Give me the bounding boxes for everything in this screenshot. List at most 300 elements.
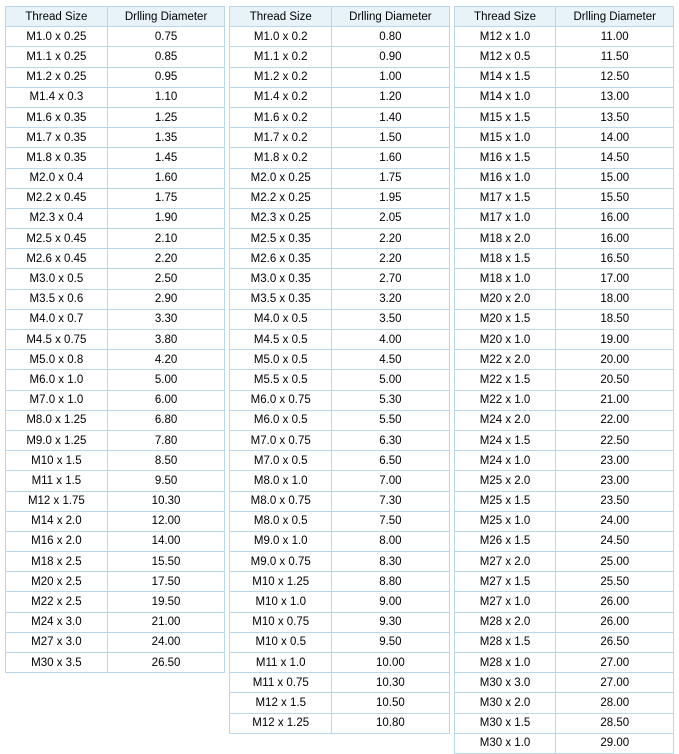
cell-thread-size: M18 x 1.5 <box>454 249 556 269</box>
cell-thread-size: M12 x 1.0 <box>454 27 556 47</box>
table-row <box>230 673 449 693</box>
cell-drilling-diameter: 28.50 <box>556 713 674 733</box>
cell-thread-size: M10 x 0.75 <box>230 612 332 632</box>
table-row <box>454 471 673 491</box>
cell-thread-size: M3.5 x 0.6 <box>6 289 108 309</box>
cell-drilling-diameter: 24.00 <box>556 511 674 531</box>
table-row <box>454 733 673 753</box>
cell-thread-size: M10 x 1.25 <box>230 572 332 592</box>
table-row <box>6 330 225 350</box>
cell-drilling-diameter: 10.00 <box>332 653 450 673</box>
cell-drilling-diameter: 15.50 <box>556 188 674 208</box>
table-row <box>6 128 225 148</box>
cell-drilling-diameter: 1.75 <box>332 168 450 188</box>
table-row <box>454 653 673 673</box>
cell-drilling-diameter: 0.80 <box>332 27 450 47</box>
cell-thread-size: M8.0 x 1.25 <box>6 410 108 430</box>
cell-drilling-diameter: 7.00 <box>332 471 450 491</box>
cell-drilling-diameter: 14.00 <box>556 128 674 148</box>
cell-thread-size: M8.0 x 0.75 <box>230 491 332 511</box>
cell-thread-size: M5.5 x 0.5 <box>230 370 332 390</box>
cell-drilling-diameter: 1.45 <box>107 148 225 168</box>
table-row <box>454 370 673 390</box>
cell-drilling-diameter: 23.00 <box>556 471 674 491</box>
table-row <box>6 653 225 673</box>
header-thread-size-1: Thread Size <box>6 7 108 27</box>
cell-thread-size: M2.6 x 0.45 <box>6 249 108 269</box>
cell-thread-size: M22 x 1.5 <box>454 370 556 390</box>
table-row <box>6 47 225 67</box>
cell-thread-size: M22 x 2.5 <box>6 592 108 612</box>
cell-thread-size: M14 x 1.5 <box>454 67 556 87</box>
cell-thread-size: M1.8 x 0.35 <box>6 148 108 168</box>
cell-drilling-diameter: 7.80 <box>107 430 225 450</box>
table-row <box>454 289 673 309</box>
cell-drilling-diameter: 12.50 <box>556 67 674 87</box>
cell-drilling-diameter: 7.50 <box>332 511 450 531</box>
cell-drilling-diameter: 1.25 <box>107 107 225 127</box>
table-row <box>454 269 673 289</box>
cell-thread-size: M3.0 x 0.5 <box>6 269 108 289</box>
cell-drilling-diameter: 5.30 <box>332 390 450 410</box>
thread-table-block-2 <box>229 6 449 734</box>
cell-drilling-diameter: 10.30 <box>107 491 225 511</box>
cell-thread-size: M1.2 x 0.25 <box>6 67 108 87</box>
table-row <box>230 148 449 168</box>
cell-drilling-diameter: 25.00 <box>556 552 674 572</box>
cell-thread-size: M11 x 1.0 <box>230 653 332 673</box>
table-row <box>230 249 449 269</box>
cell-drilling-diameter: 4.20 <box>107 350 225 370</box>
cell-drilling-diameter: 1.40 <box>332 107 450 127</box>
table-row <box>6 410 225 430</box>
table-row <box>454 229 673 249</box>
cell-drilling-diameter: 19.00 <box>556 330 674 350</box>
table-row <box>230 47 449 67</box>
cell-thread-size: M4.0 x 0.5 <box>230 309 332 329</box>
cell-thread-size: M2.3 x 0.4 <box>6 208 108 228</box>
cell-drilling-diameter: 3.20 <box>332 289 450 309</box>
cell-drilling-diameter: 4.00 <box>332 330 450 350</box>
cell-thread-size: M10 x 0.5 <box>230 632 332 652</box>
table-row <box>454 330 673 350</box>
table-row <box>230 430 449 450</box>
cell-thread-size: M24 x 1.0 <box>454 451 556 471</box>
cell-thread-size: M4.5 x 0.5 <box>230 330 332 350</box>
cell-drilling-diameter: 8.30 <box>332 552 450 572</box>
cell-thread-size: M2.2 x 0.45 <box>6 188 108 208</box>
cell-thread-size: M24 x 1.5 <box>454 430 556 450</box>
cell-drilling-diameter: 1.95 <box>332 188 450 208</box>
cell-drilling-diameter: 12.00 <box>107 511 225 531</box>
table-row <box>454 188 673 208</box>
table-row <box>230 289 449 309</box>
table-row <box>230 653 449 673</box>
table-row <box>454 713 673 733</box>
cell-drilling-diameter: 1.35 <box>107 128 225 148</box>
table-row <box>230 592 449 612</box>
cell-drilling-diameter: 0.90 <box>332 47 450 67</box>
table-row <box>230 67 449 87</box>
cell-thread-size: M30 x 1.0 <box>454 733 556 753</box>
cell-thread-size: M28 x 1.5 <box>454 632 556 652</box>
cell-thread-size: M7.0 x 1.0 <box>6 390 108 410</box>
cell-drilling-diameter: 20.50 <box>556 370 674 390</box>
cell-thread-size: M15 x 1.0 <box>454 128 556 148</box>
cell-thread-size: M11 x 0.75 <box>230 673 332 693</box>
cell-drilling-diameter: 1.90 <box>107 208 225 228</box>
cell-drilling-diameter: 7.30 <box>332 491 450 511</box>
table-row <box>6 531 225 551</box>
cell-thread-size: M2.3 x 0.25 <box>230 208 332 228</box>
cell-drilling-diameter: 6.50 <box>332 451 450 471</box>
cell-thread-size: M17 x 1.0 <box>454 208 556 228</box>
cell-thread-size: M30 x 3.0 <box>454 673 556 693</box>
cell-drilling-diameter: 3.30 <box>107 309 225 329</box>
cell-thread-size: M1.7 x 0.35 <box>6 128 108 148</box>
cell-drilling-diameter: 9.50 <box>107 471 225 491</box>
cell-drilling-diameter: 26.50 <box>107 653 225 673</box>
cell-thread-size: M30 x 2.0 <box>454 693 556 713</box>
cell-thread-size: M2.0 x 0.25 <box>230 168 332 188</box>
cell-drilling-diameter: 11.00 <box>556 27 674 47</box>
table-row <box>6 552 225 572</box>
table-row <box>6 148 225 168</box>
table-row <box>230 330 449 350</box>
cell-thread-size: M2.6 x 0.35 <box>230 249 332 269</box>
header-drilling-diameter-2: Drlling Diameter <box>332 7 450 27</box>
cell-drilling-diameter: 9.00 <box>332 592 450 612</box>
cell-drilling-diameter: 1.20 <box>332 87 450 107</box>
cell-thread-size: M2.5 x 0.35 <box>230 229 332 249</box>
cell-thread-size: M16 x 1.0 <box>454 168 556 188</box>
table-row <box>6 229 225 249</box>
table-row <box>454 390 673 410</box>
header-drilling-diameter-3: Drlling Diameter <box>556 7 674 27</box>
table-row <box>454 128 673 148</box>
cell-thread-size: M1.6 x 0.2 <box>230 107 332 127</box>
cell-drilling-diameter: 24.50 <box>556 531 674 551</box>
table-row <box>230 27 449 47</box>
table-row <box>454 350 673 370</box>
table-row <box>454 673 673 693</box>
table-row <box>454 87 673 107</box>
cell-thread-size: M10 x 1.5 <box>6 451 108 471</box>
cell-drilling-diameter: 19.50 <box>107 592 225 612</box>
cell-thread-size: M9.0 x 1.25 <box>6 430 108 450</box>
cell-drilling-diameter: 17.50 <box>107 572 225 592</box>
cell-thread-size: M18 x 2.5 <box>6 552 108 572</box>
cell-thread-size: M25 x 1.5 <box>454 491 556 511</box>
cell-drilling-diameter: 2.10 <box>107 229 225 249</box>
table-row <box>454 511 673 531</box>
table-row <box>6 27 225 47</box>
table-row <box>230 87 449 107</box>
cell-drilling-diameter: 2.70 <box>332 269 450 289</box>
cell-drilling-diameter: 5.50 <box>332 410 450 430</box>
cell-thread-size: M5.0 x 0.8 <box>6 350 108 370</box>
table-row <box>230 713 449 733</box>
cell-drilling-diameter: 4.50 <box>332 350 450 370</box>
cell-drilling-diameter: 27.00 <box>556 653 674 673</box>
cell-drilling-diameter: 26.50 <box>556 632 674 652</box>
table-row <box>6 208 225 228</box>
cell-drilling-diameter: 16.00 <box>556 208 674 228</box>
table-row <box>454 451 673 471</box>
cell-drilling-diameter: 1.10 <box>107 87 225 107</box>
cell-thread-size: M9.0 x 0.75 <box>230 552 332 572</box>
table-row <box>454 632 673 652</box>
cell-thread-size: M1.1 x 0.25 <box>6 47 108 67</box>
cell-drilling-diameter: 11.50 <box>556 47 674 67</box>
table-row <box>230 531 449 551</box>
table-row <box>6 188 225 208</box>
cell-drilling-diameter: 15.00 <box>556 168 674 188</box>
table-row <box>6 350 225 370</box>
cell-drilling-diameter: 10.80 <box>332 713 450 733</box>
cell-drilling-diameter: 23.50 <box>556 491 674 511</box>
cell-thread-size: M8.0 x 0.5 <box>230 511 332 531</box>
cell-thread-size: M12 x 1.25 <box>230 713 332 733</box>
cell-drilling-diameter: 9.30 <box>332 612 450 632</box>
table-body-3 <box>454 27 673 754</box>
table-row <box>6 67 225 87</box>
table-row <box>230 370 449 390</box>
cell-thread-size: M17 x 1.5 <box>454 188 556 208</box>
cell-thread-size: M25 x 1.0 <box>454 511 556 531</box>
table-row <box>6 612 225 632</box>
table-row <box>6 269 225 289</box>
table-row <box>230 229 449 249</box>
cell-drilling-diameter: 8.00 <box>332 531 450 551</box>
table-row <box>230 128 449 148</box>
table-row <box>230 269 449 289</box>
cell-thread-size: M22 x 1.0 <box>454 390 556 410</box>
cell-drilling-diameter: 27.00 <box>556 673 674 693</box>
table-row <box>454 531 673 551</box>
cell-thread-size: M25 x 2.0 <box>454 471 556 491</box>
cell-drilling-diameter: 22.50 <box>556 430 674 450</box>
cell-thread-size: M10 x 1.0 <box>230 592 332 612</box>
table-row <box>230 572 449 592</box>
table-row <box>230 208 449 228</box>
table-row <box>230 309 449 329</box>
table-row <box>6 390 225 410</box>
table-row <box>454 27 673 47</box>
cell-drilling-diameter: 1.50 <box>332 128 450 148</box>
cell-thread-size: M28 x 1.0 <box>454 653 556 673</box>
table-row <box>6 632 225 652</box>
cell-thread-size: M15 x 1.5 <box>454 107 556 127</box>
cell-thread-size: M4.0 x 0.7 <box>6 309 108 329</box>
cell-drilling-diameter: 2.20 <box>107 249 225 269</box>
cell-thread-size: M11 x 1.5 <box>6 471 108 491</box>
cell-thread-size: M24 x 3.0 <box>6 612 108 632</box>
cell-thread-size: M4.5 x 0.75 <box>6 330 108 350</box>
table-row <box>6 370 225 390</box>
cell-drilling-diameter: 8.80 <box>332 572 450 592</box>
table-row <box>6 471 225 491</box>
cell-thread-size: M1.8 x 0.2 <box>230 148 332 168</box>
cell-drilling-diameter: 13.50 <box>556 107 674 127</box>
cell-drilling-diameter: 1.75 <box>107 188 225 208</box>
cell-drilling-diameter: 15.50 <box>107 552 225 572</box>
cell-drilling-diameter: 10.50 <box>332 693 450 713</box>
cell-thread-size: M24 x 2.0 <box>454 410 556 430</box>
cell-drilling-diameter: 21.00 <box>556 390 674 410</box>
cell-drilling-diameter: 25.50 <box>556 572 674 592</box>
cell-drilling-diameter: 5.00 <box>332 370 450 390</box>
table-row <box>230 188 449 208</box>
header-drilling-diameter-1: Drlling Diameter <box>107 7 225 27</box>
table-row <box>454 47 673 67</box>
cell-thread-size: M16 x 2.0 <box>6 531 108 551</box>
cell-drilling-diameter: 0.75 <box>107 27 225 47</box>
cell-drilling-diameter: 1.60 <box>107 168 225 188</box>
cell-drilling-diameter: 21.00 <box>107 612 225 632</box>
table-row <box>454 592 673 612</box>
cell-thread-size: M30 x 3.5 <box>6 653 108 673</box>
cell-thread-size: M12 x 1.5 <box>230 693 332 713</box>
table-header-row <box>230 7 449 27</box>
cell-thread-size: M27 x 1.5 <box>454 572 556 592</box>
cell-drilling-diameter: 16.50 <box>556 249 674 269</box>
cell-drilling-diameter: 9.50 <box>332 632 450 652</box>
table-row <box>454 168 673 188</box>
cell-thread-size: M27 x 1.0 <box>454 592 556 612</box>
table-row <box>230 350 449 370</box>
table-row <box>230 168 449 188</box>
cell-drilling-diameter: 28.00 <box>556 693 674 713</box>
cell-thread-size: M9.0 x 1.0 <box>230 531 332 551</box>
cell-drilling-diameter: 8.50 <box>107 451 225 471</box>
cell-drilling-diameter: 10.30 <box>332 673 450 693</box>
cell-thread-size: M1.0 x 0.25 <box>6 27 108 47</box>
cell-thread-size: M1.1 x 0.2 <box>230 47 332 67</box>
table-row <box>6 511 225 531</box>
cell-thread-size: M12 x 0.5 <box>454 47 556 67</box>
cell-drilling-diameter: 6.80 <box>107 410 225 430</box>
table-row <box>6 107 225 127</box>
table-row <box>230 632 449 652</box>
cell-thread-size: M8.0 x 1.0 <box>230 471 332 491</box>
thread-table-block-1 <box>5 6 225 673</box>
cell-drilling-diameter: 1.00 <box>332 67 450 87</box>
thread-table-block-3 <box>454 6 674 754</box>
table-row <box>230 471 449 491</box>
cell-thread-size: M20 x 2.0 <box>454 289 556 309</box>
cell-thread-size: M20 x 1.0 <box>454 330 556 350</box>
cell-drilling-diameter: 29.00 <box>556 733 674 753</box>
cell-thread-size: M20 x 2.5 <box>6 572 108 592</box>
cell-thread-size: M27 x 3.0 <box>6 632 108 652</box>
table-body-2 <box>230 27 449 734</box>
cell-thread-size: M22 x 2.0 <box>454 350 556 370</box>
table-row <box>230 451 449 471</box>
cell-drilling-diameter: 6.30 <box>332 430 450 450</box>
cell-thread-size: M18 x 2.0 <box>454 229 556 249</box>
cell-drilling-diameter: 2.50 <box>107 269 225 289</box>
cell-thread-size: M2.0 x 0.4 <box>6 168 108 188</box>
header-thread-size-3: Thread Size <box>454 7 556 27</box>
table-row <box>454 67 673 87</box>
cell-drilling-diameter: 0.95 <box>107 67 225 87</box>
cell-drilling-diameter: 2.05 <box>332 208 450 228</box>
cell-thread-size: M1.4 x 0.2 <box>230 87 332 107</box>
cell-drilling-diameter: 2.20 <box>332 249 450 269</box>
table-row <box>454 552 673 572</box>
cell-drilling-diameter: 6.00 <box>107 390 225 410</box>
cell-drilling-diameter: 26.00 <box>556 592 674 612</box>
cell-drilling-diameter: 3.80 <box>107 330 225 350</box>
cell-drilling-diameter: 24.00 <box>107 632 225 652</box>
table-row <box>454 249 673 269</box>
cell-thread-size: M6.0 x 1.0 <box>6 370 108 390</box>
table-row <box>6 168 225 188</box>
cell-drilling-diameter: 3.50 <box>332 309 450 329</box>
table-row <box>6 87 225 107</box>
cell-drilling-diameter: 2.90 <box>107 289 225 309</box>
cell-thread-size: M28 x 2.0 <box>454 612 556 632</box>
cell-thread-size: M1.7 x 0.2 <box>230 128 332 148</box>
table-row <box>6 249 225 269</box>
table-row <box>230 693 449 713</box>
table-row <box>230 612 449 632</box>
cell-thread-size: M6.0 x 0.75 <box>230 390 332 410</box>
header-thread-size-2: Thread Size <box>230 7 332 27</box>
cell-drilling-diameter: 14.00 <box>107 531 225 551</box>
table-row <box>454 612 673 632</box>
cell-drilling-diameter: 22.00 <box>556 410 674 430</box>
cell-drilling-diameter: 18.50 <box>556 309 674 329</box>
cell-drilling-diameter: 23.00 <box>556 451 674 471</box>
cell-thread-size: M7.0 x 0.5 <box>230 451 332 471</box>
cell-thread-size: M18 x 1.0 <box>454 269 556 289</box>
table-row <box>454 148 673 168</box>
cell-thread-size: M7.0 x 0.75 <box>230 430 332 450</box>
cell-drilling-diameter: 1.60 <box>332 148 450 168</box>
cell-thread-size: M14 x 1.0 <box>454 87 556 107</box>
cell-drilling-diameter: 18.00 <box>556 289 674 309</box>
cell-drilling-diameter: 14.50 <box>556 148 674 168</box>
cell-thread-size: M1.6 x 0.35 <box>6 107 108 127</box>
cell-thread-size: M14 x 2.0 <box>6 511 108 531</box>
cell-thread-size: M30 x 1.5 <box>454 713 556 733</box>
table-row <box>454 491 673 511</box>
table-header-row <box>6 7 225 27</box>
table-row <box>454 693 673 713</box>
table-row <box>6 451 225 471</box>
cell-thread-size: M5.0 x 0.5 <box>230 350 332 370</box>
table-row <box>454 572 673 592</box>
cell-drilling-diameter: 5.00 <box>107 370 225 390</box>
table-header-row <box>454 7 673 27</box>
table-row <box>454 410 673 430</box>
table-row <box>230 491 449 511</box>
cell-thread-size: M1.4 x 0.3 <box>6 87 108 107</box>
cell-thread-size: M16 x 1.5 <box>454 148 556 168</box>
cell-drilling-diameter: 16.00 <box>556 229 674 249</box>
table-row <box>6 430 225 450</box>
table-row <box>6 309 225 329</box>
cell-thread-size: M2.2 x 0.25 <box>230 188 332 208</box>
table-row <box>454 208 673 228</box>
table-row <box>454 309 673 329</box>
cell-thread-size: M26 x 1.5 <box>454 531 556 551</box>
cell-thread-size: M1.0 x 0.2 <box>230 27 332 47</box>
table-row <box>230 552 449 572</box>
cell-thread-size: M2.5 x 0.45 <box>6 229 108 249</box>
